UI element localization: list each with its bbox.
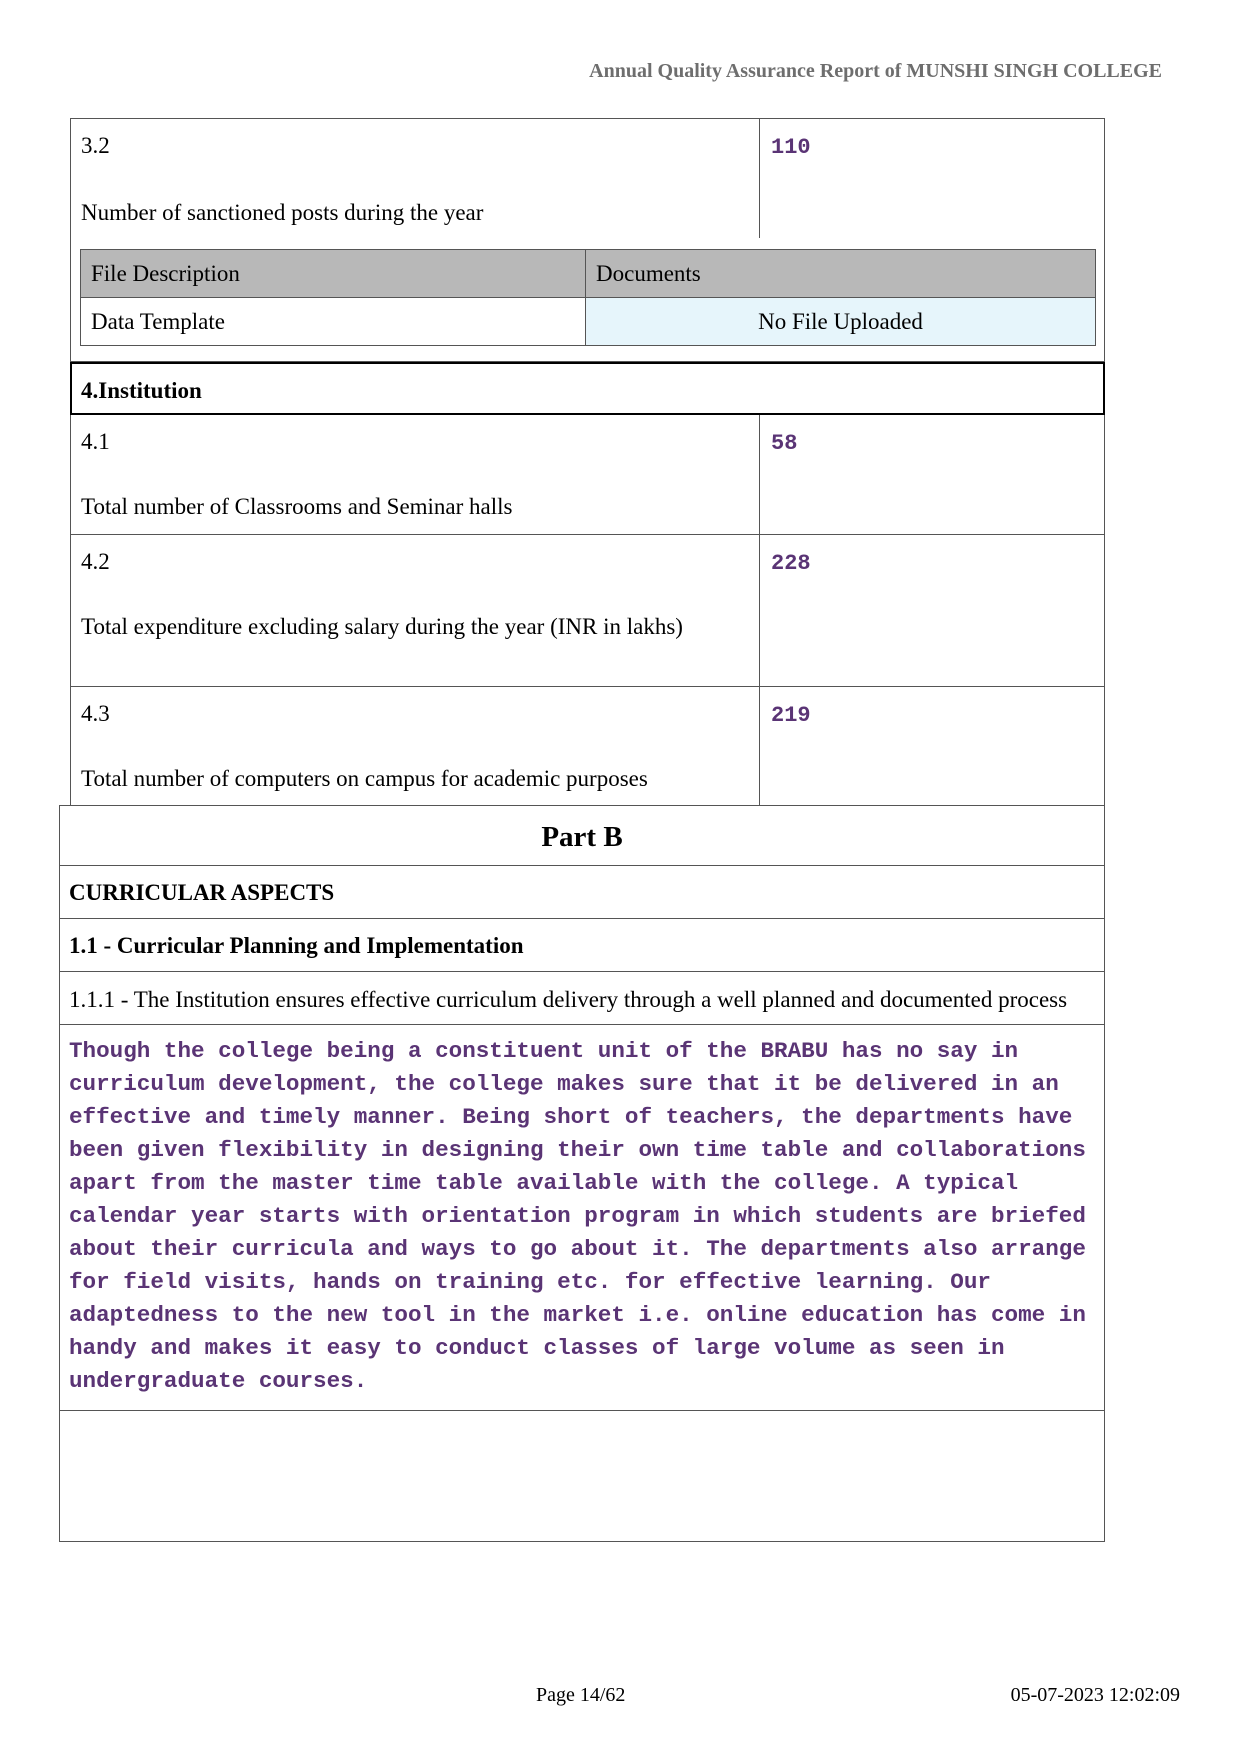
metric-value: 228 [771, 551, 811, 576]
institution-heading: 4.Institution [70, 362, 1105, 415]
metric-label: Number of sanctioned posts during the year [81, 200, 484, 225]
curricular-aspects-heading: CURRICULAR ASPECTS [60, 866, 1104, 919]
metric-number: 4.1 [81, 429, 110, 454]
file-description-header: File Description [81, 250, 586, 298]
curricular-planning-heading: 1.1 - Curricular Planning and Implementation [60, 919, 1104, 972]
part-b-table [59, 805, 1105, 1542]
documents-header: Documents [586, 250, 1096, 298]
metric-number: 4.2 [81, 549, 110, 574]
file-table-container [70, 238, 1105, 362]
answer-1-1-1: Though the college being a constituent unit of the BRABU has no say in curriculum development, the college makes sure that it be delivered in an effective and timely manner. Being short of teachers, the departments have been given flexibility in designing their own time table and collaborations apart from the master time table available with the college. A typical calendar year starts with orientation program in which students are briefed about their curricula and ways to go about it. The departments also arrange for field visits, hands on training etc. for effective learning. Our adaptedness to the new tool in the market i.e. online education has come in handy and makes it easy to conduct classes of large volume as seen in undergraduate courses. [60, 1025, 1104, 1411]
part-b-title: Part B [60, 806, 1104, 866]
report-header-title: Annual Quality Assurance Report of MUNSHI SINGH COLLEGE [589, 60, 1162, 82]
metric-label: Total number of Classrooms and Seminar halls [81, 494, 513, 519]
metric-value: 58 [771, 431, 798, 456]
no-file-uploaded-cell: No File Uploaded [586, 298, 1096, 346]
metric-label: Total expenditure excluding salary during the year (INR in lakhs) [81, 614, 683, 639]
metric-value: 110 [771, 135, 811, 160]
metric-4-3-box [70, 686, 1105, 806]
footer-datetime: 05-07-2023 12:02:09 [1010, 1684, 1180, 1706]
page-number: Page 14/62 [536, 1684, 626, 1706]
metric-value: 219 [771, 703, 811, 728]
metric-label: Total number of computers on campus for academic purposes [81, 766, 648, 791]
metric-3-2-box [70, 118, 1105, 239]
question-1-1-1: 1.1.1 - The Institution ensures effective curriculum delivery through a well planned and documented process [60, 972, 1104, 1025]
metric-4-2-box [70, 534, 1105, 687]
file-table [80, 249, 1096, 346]
metric-number: 3.2 [81, 133, 110, 158]
empty-cell [60, 1411, 1104, 1541]
metric-number: 4.3 [81, 701, 110, 726]
metric-4-1-box [70, 415, 1105, 535]
data-template-cell: Data Template [81, 298, 586, 346]
